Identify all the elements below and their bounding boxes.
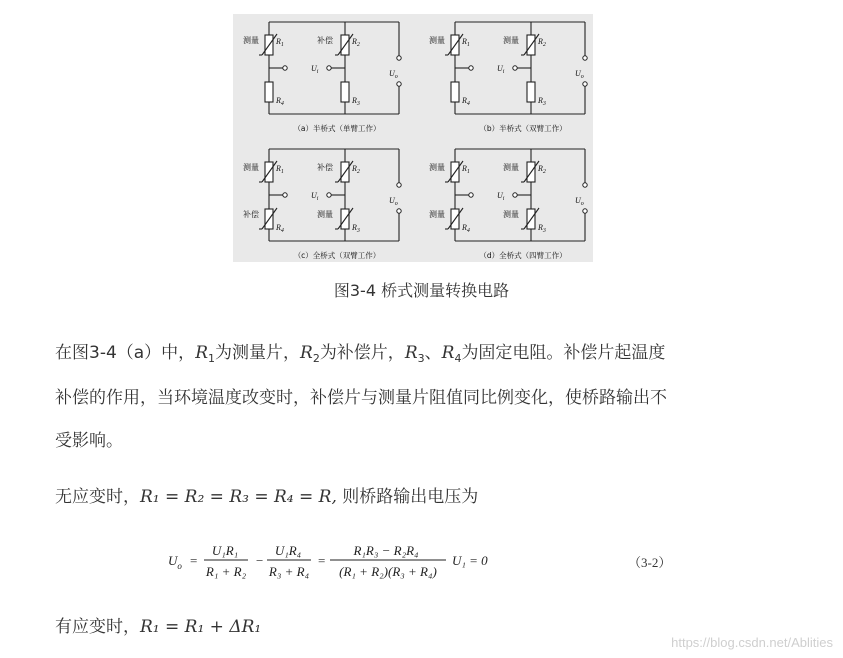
label-top-left-3: 测量	[429, 163, 445, 172]
resistor-bottom-left-0	[265, 82, 273, 102]
paragraph-line-2: 补偿的作用，当环境温度改变时，补偿片与测量片阻值同比例变化，使桥路输出不	[55, 388, 667, 408]
eq-equals-1: =	[190, 553, 198, 568]
output-terminal-bottom-2	[397, 209, 401, 213]
watermark: https://blog.csdn.net/Ablities	[671, 635, 833, 650]
input-terminal-left-0	[283, 66, 287, 70]
no-strain-line: 无应变时，R₁ = R₂ = R₃ = R₄ = R, 则桥路输出电压为	[55, 487, 479, 507]
panel-caption-0: （a）半桥式（单臂工作）	[293, 124, 381, 133]
ui-label-1: $U_i$	[497, 64, 505, 75]
resistor-bottom-left-1	[451, 82, 459, 102]
paragraph-line-3: 受影响。	[55, 431, 123, 451]
no-strain-equality: R₁ = R₂ = R₃ = R₄ = R,	[140, 487, 337, 507]
eq-minus: −	[256, 553, 264, 568]
label-top-right-0: 补偿	[317, 36, 333, 45]
input-terminal-right-0	[327, 66, 331, 70]
input-terminal-right-1	[513, 66, 517, 70]
label-bottom-left-2: 补偿	[243, 210, 259, 219]
label-top-left-0: 测量	[243, 36, 259, 45]
r-label-bottom-left-2: $R_4$	[276, 223, 284, 234]
label-top-left-1: 测量	[429, 36, 445, 45]
eq-term1-den: R₁ + R₂	[205, 564, 247, 579]
input-terminal-right-3	[513, 193, 517, 197]
r-label-top-right-2: $R_2$	[352, 164, 360, 175]
r-label-top-right-3: $R_2$	[538, 164, 546, 175]
ui-label-3: $U_i$	[497, 191, 505, 202]
output-terminal-top-3	[583, 183, 587, 187]
input-terminal-left-3	[469, 193, 473, 197]
r-label-bottom-right-0: $R_3$	[352, 96, 360, 107]
with-strain-equation: R₁ = R₁ + ΔR₁	[140, 617, 262, 637]
output-terminal-top-1	[583, 56, 587, 60]
r-label-top-left-1: $R_1$	[462, 37, 470, 48]
label-bottom-right-3: 测量	[503, 210, 519, 219]
r-label-bottom-right-3: $R_3$	[538, 223, 546, 234]
eq-term2-den: R₃ + R₄	[268, 564, 310, 579]
var-r1: R	[195, 343, 208, 363]
input-terminal-left-1	[469, 66, 473, 70]
panel-caption-1: （b）半桥式（双臂工作）	[479, 124, 567, 133]
var-r4: R	[441, 343, 455, 363]
eq-equals-2: =	[318, 553, 326, 568]
with-strain-line: 有应变时，R₁ = R₁ + ΔR₁	[55, 617, 262, 637]
uo-label-0: $U_o$	[389, 69, 398, 80]
r-label-bottom-left-3: $R_4$	[462, 223, 470, 234]
uo-label-2: $U_o$	[389, 196, 398, 207]
r-label-top-right-0: $R_2$	[352, 37, 360, 48]
eq-term2-num: U₁R₄	[274, 543, 302, 558]
eq-term3-num: R₁R₃ − R₂R₄	[353, 543, 419, 558]
input-terminal-right-2	[327, 193, 331, 197]
label-bottom-right-2: 测量	[317, 210, 333, 219]
r-label-top-left-2: $R_1$	[276, 164, 284, 175]
eq-lhs: $U_o$	[168, 553, 182, 571]
ui-label-0: $U_i$	[311, 64, 319, 75]
label-top-right-1: 测量	[503, 36, 519, 45]
output-terminal-top-2	[397, 183, 401, 187]
resistor-bottom-right-0	[341, 82, 349, 102]
r-label-bottom-left-1: $R_4$	[462, 96, 470, 107]
output-terminal-top-0	[397, 56, 401, 60]
output-terminal-bottom-1	[583, 82, 587, 86]
label-top-right-3: 测量	[503, 163, 519, 172]
var-r2: R	[300, 343, 313, 363]
paragraph-line-1: 在图3-4（a）中，$R_1$为测量片，$R_2$为补偿片，$R_3$、$R_4$为固定电阻。补偿片起温度	[55, 343, 666, 365]
panel-caption-3: （d）全桥式（四臂工作）	[479, 251, 567, 260]
output-terminal-bottom-0	[397, 82, 401, 86]
eq-term1-num: U₁R₁	[211, 543, 239, 558]
r-label-top-left-3: $R_1$	[462, 164, 470, 175]
r-label-top-right-1: $R_2$	[538, 37, 546, 48]
var-r3: R	[404, 343, 418, 363]
r-label-bottom-right-2: $R_3$	[352, 223, 360, 234]
uo-label-3: $U_o$	[575, 196, 584, 207]
panel-caption-2: （c）全桥式（双臂工作）	[293, 251, 381, 260]
eq-term3-den: (R₁ + R₂)(R₃ + R₄)	[339, 564, 437, 579]
ui-label-2: $U_i$	[311, 191, 319, 202]
label-top-right-2: 补偿	[317, 163, 333, 172]
resistor-bottom-right-1	[527, 82, 535, 102]
equation-number: （3-2）	[628, 555, 672, 570]
bridge-circuit-figure	[233, 14, 593, 262]
input-terminal-left-2	[283, 193, 287, 197]
eq-tail: U₁ = 0	[452, 553, 488, 568]
uo-label-1: $U_o$	[575, 69, 584, 80]
label-top-left-2: 测量	[243, 163, 259, 172]
equation-3-2	[168, 536, 668, 586]
r-label-top-left-0: $R_1$	[276, 37, 284, 48]
figure-caption: 图3-4 桥式测量转换电路	[333, 281, 510, 300]
r-label-bottom-right-1: $R_3$	[538, 96, 546, 107]
label-bottom-left-3: 测量	[429, 210, 445, 219]
bridge-circuit-diagram	[233, 14, 593, 262]
r-label-bottom-left-0: $R_4$	[276, 96, 284, 107]
output-terminal-bottom-3	[583, 209, 587, 213]
